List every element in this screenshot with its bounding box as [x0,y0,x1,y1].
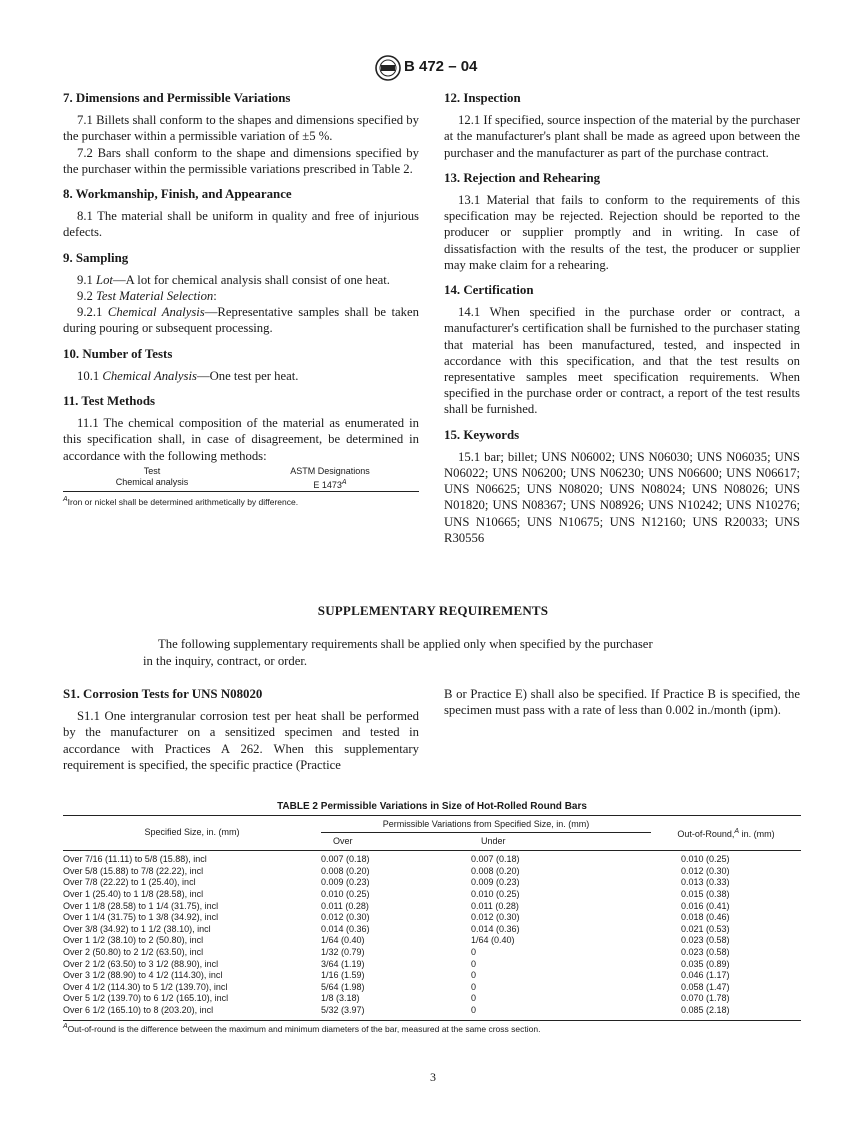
table-cell: 0.035 (0.89) [681,958,730,969]
table-cell: 0.015 (0.38) [681,888,730,899]
table-cell: 0.010 (0.25) [681,854,730,865]
table-cell: 0.011 (0.28) [471,900,519,911]
table-cell: 0.023 (0.58) [681,935,730,946]
table-cell: 0 [471,946,477,957]
section-8-1: 8.1 The material shall be uniform in quality and free of injurious defects. [63,209,419,240]
table-row [63,993,801,1005]
table-row [63,912,801,924]
table-2 [63,801,801,1033]
section-11-heading: 11. Test Methods [63,394,156,409]
test-methods-table [63,466,419,508]
table-cell: 0 [471,981,477,992]
table-cell: 1/32 (0.79) [321,946,365,957]
table-cell: 0.021 (0.53) [681,923,730,934]
table-cell: Over 5 1/2 (139.70) to 6 1/2 (165.10), incl [63,993,229,1004]
s1-heading: S1. Corrosion Tests for UNS N08020 [63,687,263,701]
table-cell: Over 1 (25.40) to 1 1/8 (28.58), incl [63,888,204,899]
table-row [63,901,801,913]
table-cell: 0.018 (0.46) [681,912,730,923]
table-cell: Over 3 1/2 (88.90) to 4 1/2 (114.30), incl [63,970,223,981]
table-cell: Over 7/8 (22.22) to 1 (25.40), incl [63,877,196,888]
section-10-1: 10.1 Chemical Analysis—One test per heat. [77,368,299,383]
section-8-heading: 8. Workmanship, Finish, and Appearance [63,187,292,202]
supplementary-title: SUPPLEMENTARY REQUIREMENTS [317,603,549,618]
table-row [63,924,801,936]
supplementary-intro: The following supplementary requirements shall be applied only when specified by the purchaser in the inquiry, contract, or order. [143,637,653,668]
section-7-2: 7.2 Bars shall conform to the shape and dimensions specified by the purchaser within the permissible variations prescribed in Table 2. [63,145,419,176]
table-cell: 1/64 (0.40) [321,935,365,946]
table-cell: 0.010 (0.25) [471,888,520,899]
section-14-1: 14.1 When specified in the purchase order or contract, a manufacturer's certification shall be furnished to the purchaser stating that material has been manufactured, tested, and inspected in accordance with this specification, and that the test results on representative samples meet specification requirements. When specified in the purchase order or contract, a report of the test results shall be furnished. [444,305,800,417]
table-cell: 0.016 (0.41) [681,900,730,911]
section-12-1: 12.1 If specified, source inspection of the material by the purchaser at the manufacturer's plant shall be made as agreed upon between the purchaser and the manufacturer as part of the purchase contract. [444,113,800,160]
section-9-1: 9.1 Lot—A lot for chemical analysis shall consist of one heat. [77,272,390,287]
table-row [63,1005,801,1020]
table-cell: Over 1 1/8 (28.58) to 1 1/4 (31.75), incl [63,900,219,911]
table-row [63,947,801,959]
table-cell: 0.012 (0.30) [681,865,730,876]
col-header-group: Permissible Variations from Specified Size, in. (mm) [321,816,651,833]
section-15-heading: 15. Keywords [444,427,520,442]
section-9-2-1: 9.2.1 Chemical Analysis—Representative samples shall be taken during pouring or subsequent processing. [63,305,420,336]
table-cell: 0 [471,1005,651,1020]
left-column [63,90,419,508]
table-cell: 5/32 (3.97) [321,1005,471,1020]
s1-1-part2: B or Practice E) shall also be specified. If Practice B is specified, the specimen must pass with a rate of less than 0.002 in./month (ipm). [444,687,800,718]
table-cell: Over 2 (50.80) to 2 1/2 (63.50), incl [63,946,204,957]
astm-logo-icon [374,54,402,82]
table-row [63,982,801,994]
col-header-under: Under [471,832,651,851]
section-12-heading: 12. Inspection [444,91,521,105]
table-cell: 0 [471,958,477,969]
table-cell: 0.012 (0.30) [321,912,370,923]
table-row [63,959,801,971]
table-2-footnote: $^A$Out-of-round is the difference between the maximum and minimum diameters of the bar, measured at the same cross section. [63,1022,541,1034]
section-7-heading: 7. Dimensions and Permissible Variations [63,91,291,105]
test-methods-row: Chemical analysis E $1473^A$ [115,476,347,490]
table-cell: 0.023 (0.58) [681,946,730,957]
section-9-heading: 9. Sampling [63,250,129,265]
table-cell: 0.007 (0.18) [471,854,520,865]
col-header-out-of-round: Out-of-Round,$^A$ in. (mm) [651,816,801,851]
table-row [63,866,801,878]
col-header-size: Specified Size, in. (mm) [63,816,321,851]
table-cell: 0.046 (1.17) [681,970,730,981]
table-cell: 1/8 (3.18) [321,993,360,1004]
table-cell: 0.070 (1.78) [681,993,730,1004]
table-cell: 0.085 (2.18) [651,1005,801,1020]
table-cell: 0.012 (0.30) [471,912,520,923]
table-cell: Over 7/16 (11.11) to 5/8 (15.88), incl [63,854,207,865]
table-2-body [63,851,801,1020]
section-7-1: 7.1 Billets shall conform to the shapes and dimensions specified by the purchaser within a permissible variation of ±5 %. [63,113,419,144]
table-cell: 0.011 (0.28) [321,900,369,911]
table-row [63,935,801,947]
page-number: 3 [430,1070,436,1084]
table-row [63,877,801,889]
section-10-heading: 10. Number of Tests [63,346,173,361]
table-2-header-row-1 [63,816,801,833]
table-cell: 3/64 (1.19) [321,958,365,969]
s1-left [63,686,419,773]
table-cell: 0.058 (1.47) [681,981,730,992]
s1-1-part1: S1.1 One intergranular corrosion test per heat shall be performed by the manufacturer on a sensitized specimen and tested in accordance with Practices A 262. When this supplementary requirement is specified, the specific practice (Practice [63,709,419,772]
table-cell: 0.010 (0.25) [321,888,370,899]
table-cell: Over 6 1/2 (165.10) to 8 (203.20), incl [63,1005,321,1020]
col-header-over: Over [321,832,471,851]
table-cell: 0.008 (0.20) [471,865,520,876]
table-cell: Over 2 1/2 (63.50) to 3 1/2 (88.90), incl [63,958,219,969]
table-2-grid [63,815,801,1021]
table-cell: 5/64 (1.98) [321,981,365,992]
right-column [444,90,800,546]
table-cell: 0.013 (0.33) [681,877,730,888]
table-cell: Over 1 1/2 (38.10) to 2 (50.80), incl [63,935,204,946]
table-cell: 0.014 (0.36) [321,923,370,934]
table-cell: 1/64 (0.40) [471,935,515,946]
table-row [63,970,801,982]
document-id: B 472 – 04 [404,58,478,75]
section-15-1: 15.1 bar; billet; UNS N06002; UNS N06030; UNS N06035; UNS N06022; UNS N06200; UNS N06230; UNS N06600; UNS N06617; UNS N06625; UNS N08020; UNS N08024; UNS N08026; UNS N01820; UNS N08367; UNS N08926; UNS N10242; UNS N10276; UNS N10665; UNS N10675; UNS N12160; UNS R20033; UNS R30556 [444,449,800,545]
section-13-heading: 13. Rejection and Rehearing [444,170,601,185]
table-row [63,889,801,901]
table-cell: 1/16 (1.59) [321,970,365,981]
table-2-caption: TABLE 2 Permissible Variations in Size of Hot-Rolled Round Bars [277,801,587,812]
section-14-heading: 14. Certification [444,283,534,298]
table-cell: 0.014 (0.36) [471,923,520,934]
section-13-1: 13.1 Material that fails to conform to the requirements of this specification may be rejected. Rejection should be reported to the producer or supplier promptly and in writing. In case of dissatisfaction with the results of the test, the producer or supplier may make claim for a rehearing. [444,193,800,272]
table-cell: 0 [471,970,477,981]
table-cell: 0.008 (0.20) [321,865,370,876]
test-methods-header: Test ASTM Designations [143,465,370,476]
table-row [63,851,801,866]
s1-right [444,686,800,718]
table-cell: 0.009 (0.23) [321,877,370,888]
table-cell: 0.007 (0.18) [321,854,370,865]
table-cell: Over 4 1/2 (114.30) to 5 1/2 (139.70), incl [63,981,228,992]
table-cell: Over 5/8 (15.88) to 7/8 (22.22), incl [63,865,204,876]
table-rule [63,491,419,492]
table-cell: Over 1 1/4 (31.75) to 1 3/8 (34.92), incl [63,912,219,923]
table-cell: 0.009 (0.23) [471,877,520,888]
table-cell: Over 3/8 (34.92) to 1 1/2 (38.10), incl [63,923,211,934]
section-9-2: 9.2 Test Material Selection: [77,289,217,304]
table-cell: 0 [471,993,477,1004]
test-methods-footnote: $^A$Iron or nickel shall be determined arithmetically by difference. [63,495,299,507]
section-11-1: 11.1 The chemical composition of the material as enumerated in this specification shall, in case of disagreement, be determined in accordance with the following methods: [63,416,419,463]
